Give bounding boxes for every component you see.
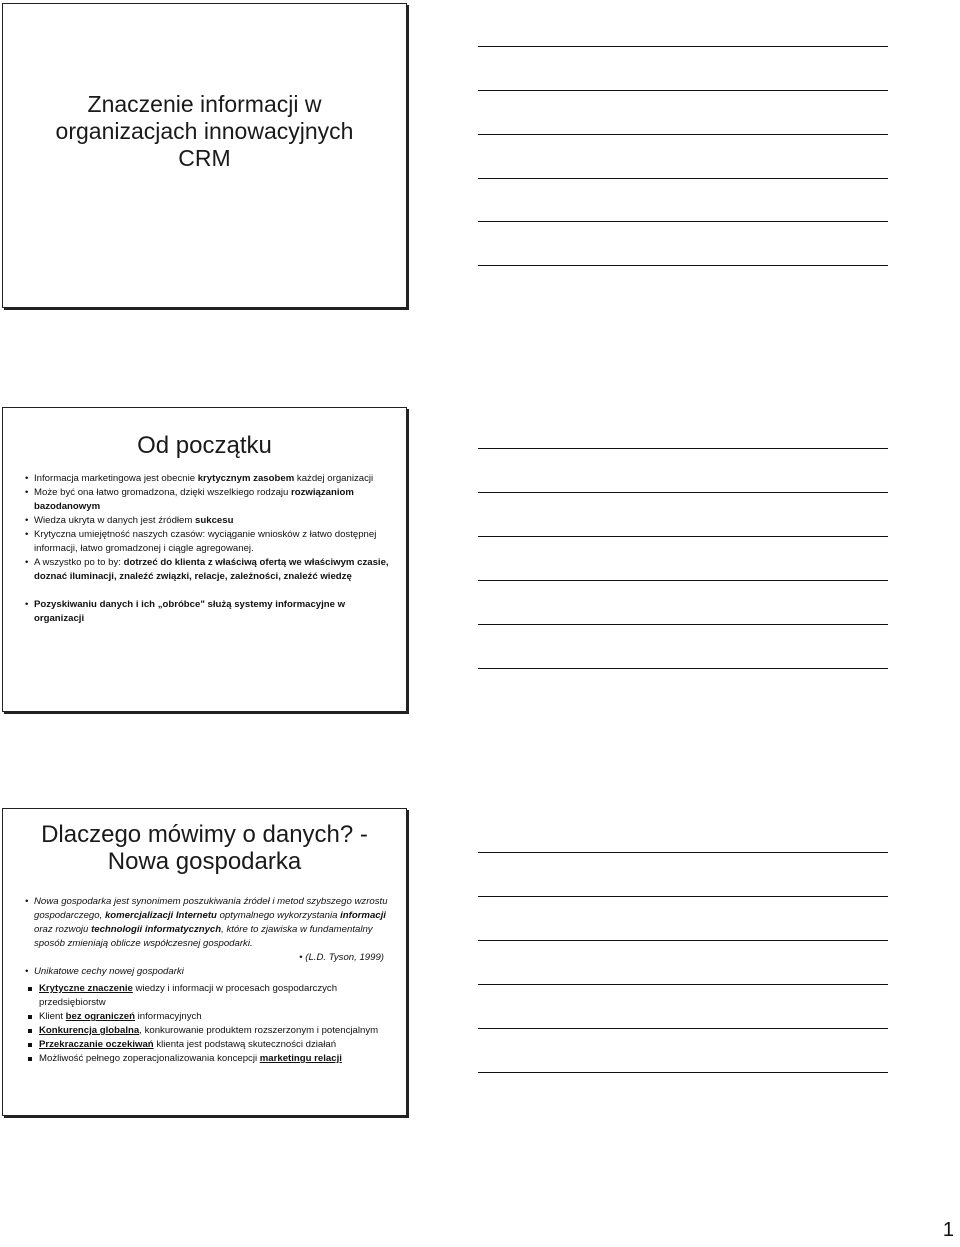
bullet-item: • Wiedza ukryta w danych jest źródłem sukcesu <box>25 514 392 528</box>
slide-2 <box>2 407 407 712</box>
feature-item: Krytyczne znaczenie wiedzy i informacji w procesach gospodarczych przedsiębiorstw <box>25 982 392 1010</box>
slide-2-body <box>25 472 392 626</box>
note-line <box>478 1072 888 1073</box>
bullet-item: • Pozyskiwaniu danych i ich „obróbce" służą systemy informacyjne w organizacji <box>25 598 392 626</box>
note-line <box>478 940 888 941</box>
note-line <box>478 492 888 493</box>
slide-1-title: Znaczenie informacji w organizacjach innowacyjnych CRM <box>55 91 354 171</box>
feature-item: Przekraczanie oczekiwań klienta jest podstawą skuteczności działań <box>25 1038 392 1052</box>
note-line <box>478 668 888 669</box>
slide-1 <box>2 3 407 308</box>
feature-item: Konkurencja globalna, konkurowanie produktem rozszerzonym i potencjalnym <box>25 1024 392 1038</box>
note-line <box>478 1028 888 1029</box>
note-line <box>478 134 888 135</box>
slide-3-body <box>25 895 392 1066</box>
note-line <box>478 90 888 91</box>
features-title: • Unikatowe cechy nowej gospodarki <box>25 965 392 979</box>
bullet-item: • Krytyczna umiejętność naszych czasów: wyciąganie wniosków z łatwo dostępnej informacji, łatwo gromadzonej i ciągle agregowanej. <box>25 528 392 556</box>
bullet-item: • A wszystko po to by: dotrzeć do klienta z właściwą ofertą we właściwym czasie, doznać iluminacji, znaleźć związki, relacje, zależności, znaleźć wiedzę <box>25 556 392 584</box>
slide-3 <box>2 808 407 1116</box>
note-line <box>478 624 888 625</box>
note-line <box>478 265 888 266</box>
page-number: 1 <box>942 1219 954 1241</box>
feature-item: Klient bez ograniczeń informacyjnych <box>25 1010 392 1024</box>
quote-item: • Nowa gospodarka jest synonimem poszukiwania źródeł i metod szybszego wzrostu gospodarczego, komercjalizacji Internetu optymalnego wykorzystania informacji oraz rozwoju technologii informatycznych, które to zjawiska w fundamentalny sposób zmieniają oblicze współczesnej gospodarki. <box>25 895 392 951</box>
bullet-item: • Może być ona łatwo gromadzona, dzięki wszelkiego rodzaju rozwiązaniom bazodanowym <box>25 486 392 514</box>
note-line <box>478 46 888 47</box>
note-line <box>478 536 888 537</box>
note-line <box>478 852 888 853</box>
note-line <box>478 984 888 985</box>
note-line <box>478 448 888 449</box>
bullet-item: • Informacja marketingowa jest obecnie krytycznym zasobem każdej organizacji <box>25 472 392 486</box>
note-line <box>478 178 888 179</box>
quote-author: • (L.D. Tyson, 1999) <box>25 951 392 965</box>
note-line <box>478 896 888 897</box>
feature-item: Możliwość pełnego zoperacjonalizowania koncepcji marketingu relacji <box>25 1052 392 1066</box>
slide-2-title: Od początku <box>137 432 272 459</box>
slide-3-title: Dlaczego mówimy o danych? - Nowa gospodarka <box>41 821 368 875</box>
note-line <box>478 580 888 581</box>
note-line <box>478 221 888 222</box>
